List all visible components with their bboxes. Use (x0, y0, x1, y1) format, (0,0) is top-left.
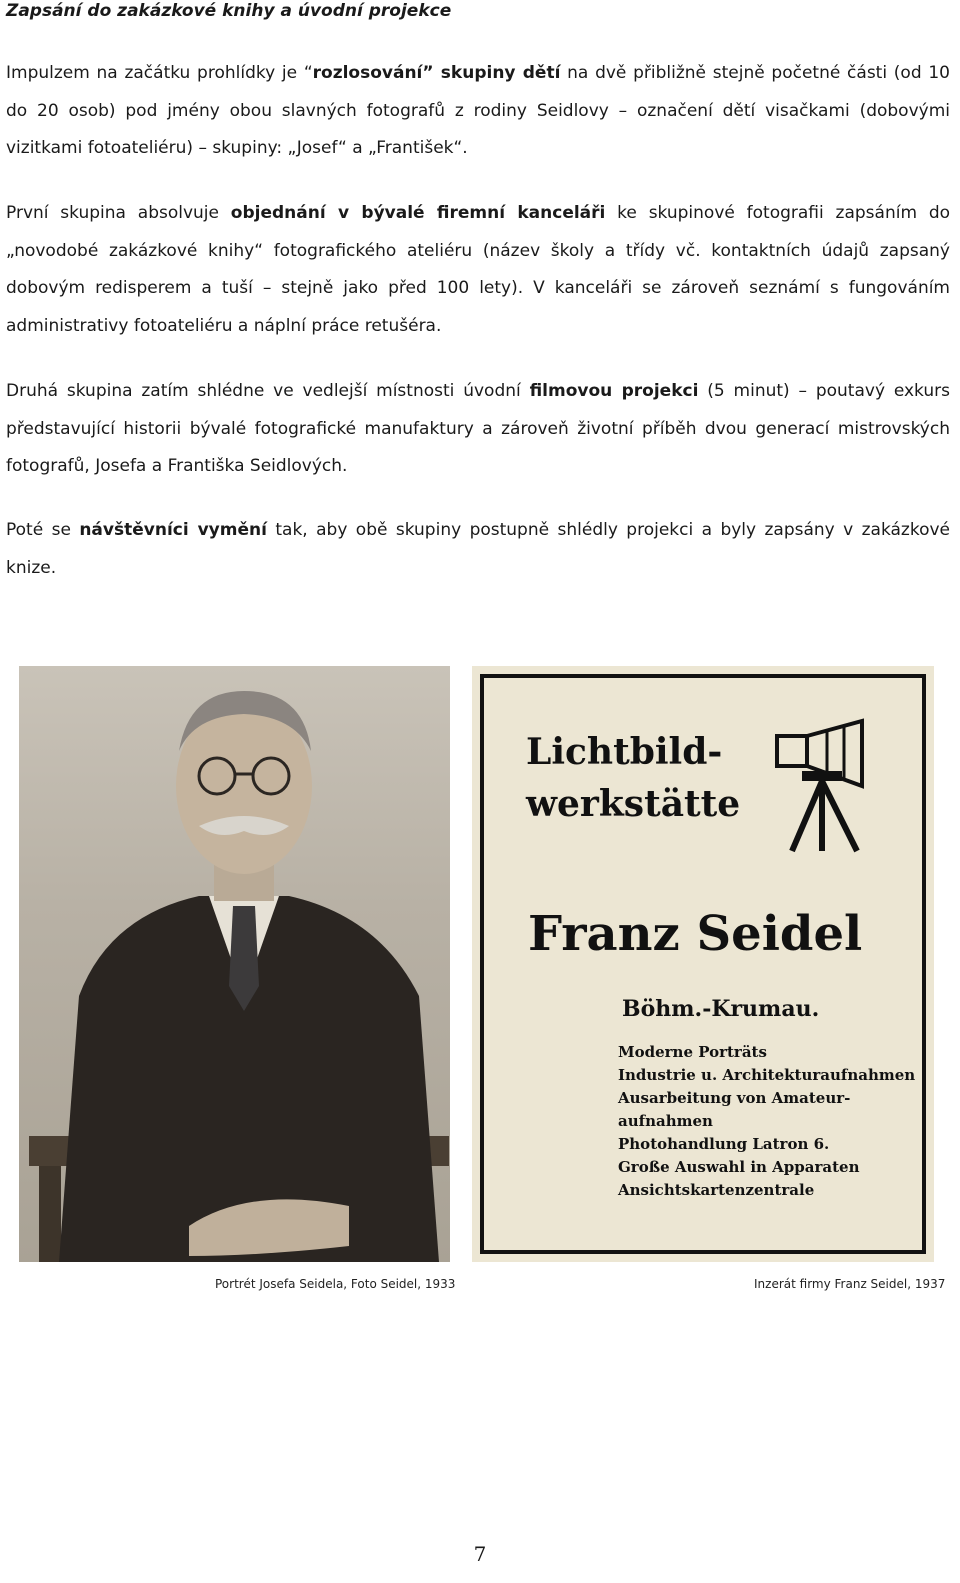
advertisement-service-line: Industrie u. Architekturaufnahmen (618, 1066, 916, 1084)
advertisement-company-name: Franz Seidel (528, 906, 863, 962)
portrait-illustration (19, 666, 450, 1262)
advertisement-heading (526, 726, 766, 830)
advertisement-service-line: Große Auswahl in Apparaten (618, 1158, 860, 1176)
paragraph-text: První skupina absolvuje (6, 203, 231, 223)
advertisement-service-line: Ausarbeitung von Amateur- (618, 1089, 851, 1107)
advertisement-town: Böhm.-Krumau. (622, 996, 820, 1022)
paragraph-swap (6, 512, 950, 587)
paragraph-bold: rozlosování” skupiny dětí (312, 63, 561, 83)
advertisement-service-line: Photohandlung Latron 6. (618, 1135, 830, 1153)
paragraph-bold: návštěvníci vymění (79, 520, 267, 540)
paragraph-second-group (6, 373, 950, 486)
paragraph-bold: filmovou projekci (529, 381, 699, 401)
camera-tripod-icon (772, 716, 882, 856)
paragraph-text: (5 minut) – poutavý exkurs představující historii bývalé fotografické manufaktury a zároveň životní příběh dvou generací mistrovských fotografů, Josefa a Františka Seidlových. (6, 381, 951, 476)
paragraph-first-group (6, 195, 950, 345)
caption-advertisement: Inzerát firmy Franz Seidel, 1937 (754, 1277, 946, 1291)
paragraph-intro (6, 55, 950, 168)
paragraph-text: na dvě přibližně stejně početné části (od 10 do 20 osob) pod jmény obou slavných fotografů z rodiny Seidlovy – označení dětí visačkami (dobovými vizitkami fotoateliéru) – skupiny: „Josef“ a „František“. (6, 63, 950, 158)
paragraph-text: Impulzem na začátku prohlídky je “ (6, 63, 313, 83)
paragraph-text: Druhá skupina zatím shlédne ve vedlejší místnosti úvodní (6, 381, 530, 401)
paragraph-text: Poté se (6, 520, 80, 540)
advertisement-heading-line: werkstätte (526, 783, 741, 825)
paragraph-text: tak, aby obě skupiny postupně shlédly projekci a byly zapsány v zakázkové knize. (6, 520, 951, 578)
advertisement-service-line: Moderne Porträts (618, 1043, 767, 1061)
page-number: 7 (473, 1542, 487, 1566)
advertisement-image (472, 666, 934, 1262)
advertisement-heading-line: Lichtbild- (526, 731, 723, 773)
caption-portrait: Portrét Josefa Seidela, Foto Seidel, 1933 (215, 1277, 456, 1291)
advertisement-service-line: Ansichtskartenzentrale (618, 1181, 815, 1199)
page-title: Zapsání do zakázkové knihy a úvodní projekce (6, 1, 452, 21)
paragraph-bold: objednání v bývalé firemní kanceláři (230, 203, 606, 223)
advertisement-service-line: aufnahmen (618, 1112, 713, 1130)
paragraph-text: ke skupinové fotografii zapsáním do „novodobé zakázkové knihy“ fotografického ateliéru (název školy a třídy vč. kontaktních údajů zapsaný dobovým redisperem a tuší – stejně jako před 100 lety). V kanceláři se zároveň seznámí s fungováním administrativy fotoateliéru a náplní práce retušéra. (6, 203, 951, 336)
portrait-photo (19, 666, 450, 1262)
advertisement-services (618, 1041, 916, 1202)
